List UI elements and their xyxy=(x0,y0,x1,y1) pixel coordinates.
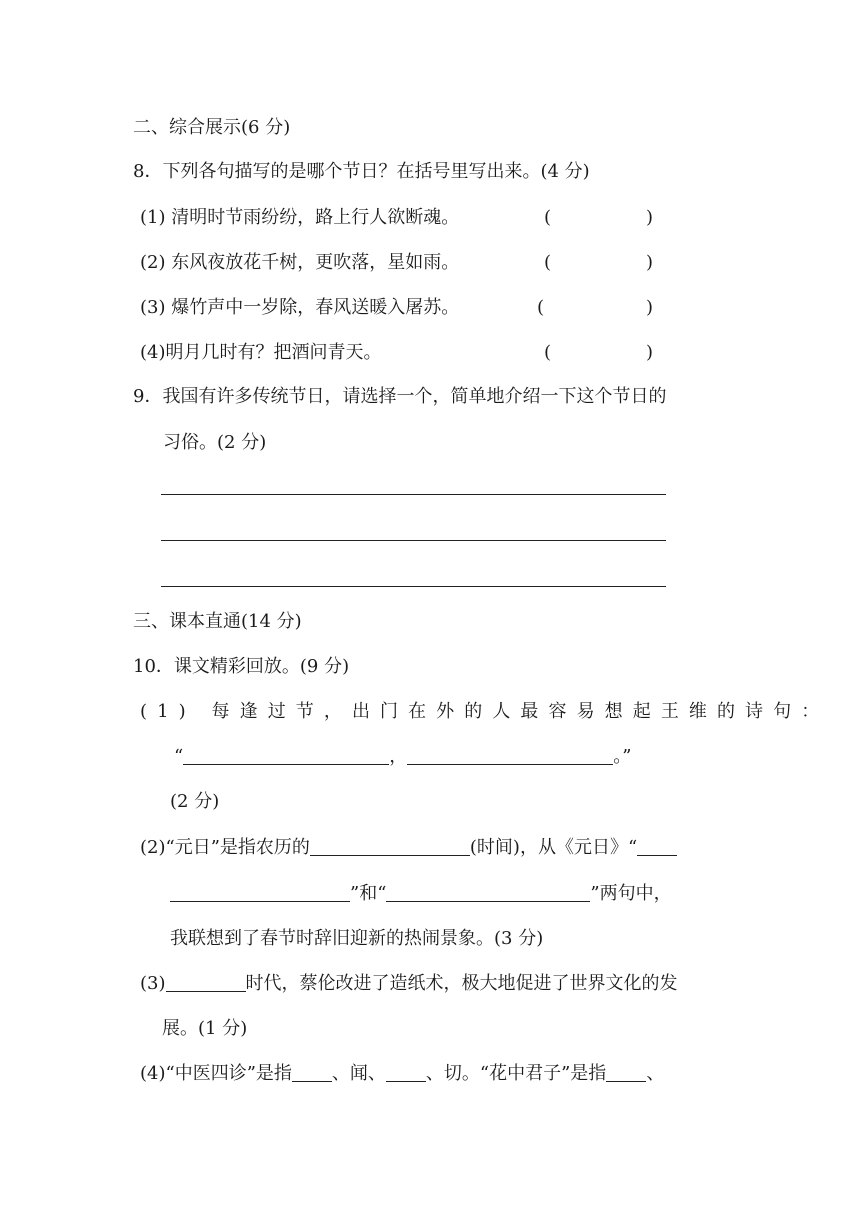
question-9-prompt: 9．我国有许多传统节日，请选择一个，简单地介绍一下这个节日的 xyxy=(133,386,667,407)
fill-blank[interactable] xyxy=(637,837,677,856)
fill-blank[interactable] xyxy=(310,837,470,856)
question-9-prompt-cont: 习俗。(2 分) xyxy=(163,432,267,453)
item-4-text-b: 、闻、 xyxy=(331,1063,386,1084)
item-4-text-c: 、切。“花中君子”是指 xyxy=(425,1063,607,1084)
question-10-item-3 xyxy=(140,972,678,996)
item-2-text-b: (时间)，从《元日》“ xyxy=(469,837,638,858)
close-quote: 。” xyxy=(613,746,632,767)
item-4-text-a: (4)“中医四诊”是指 xyxy=(140,1063,292,1084)
answer-line[interactable] xyxy=(161,494,666,495)
section-3-title: 三、课本直通(14 分) xyxy=(133,611,302,632)
answer-paren-close: ) xyxy=(646,297,654,318)
question-8-item-2: (2) 东风夜放花千树，更吹落，星如雨。 xyxy=(140,252,460,273)
question-10-item-2-line3: 我联想到了春节时辞旧迎新的热闹景象。(3 分) xyxy=(170,928,544,949)
answer-paren-open: ( xyxy=(544,252,552,273)
question-10-item-1-blanks xyxy=(174,745,631,769)
question-10-item-1: (1) 每逢过节，出门在外的人最容易想起王维的诗句： xyxy=(140,701,830,722)
fill-blank[interactable] xyxy=(183,746,389,765)
question-8-item-1: (1) 清明时节雨纷纷，路上行人欲断魂。 xyxy=(140,207,460,228)
answer-line[interactable] xyxy=(161,540,666,541)
fill-blank[interactable] xyxy=(407,746,613,765)
question-10-item-3-cont: 展。(1 分) xyxy=(162,1018,248,1039)
item-3-text-b: 时代，蔡伦改进了造纸术，极大地促进了世界文化的发 xyxy=(245,973,678,994)
answer-paren-close: ) xyxy=(646,207,654,228)
fill-blank[interactable] xyxy=(606,1063,646,1082)
fill-blank[interactable] xyxy=(386,1063,426,1082)
question-10-item-4 xyxy=(140,1062,664,1086)
answer-paren-open: ( xyxy=(537,297,545,318)
fill-blank[interactable] xyxy=(292,1063,332,1082)
open-quote: “ xyxy=(174,746,184,767)
question-10-item-2-cont xyxy=(170,882,672,906)
question-10-prompt: 10．课文精彩回放。(9 分) xyxy=(133,656,350,677)
answer-paren-close: ) xyxy=(646,252,654,273)
question-10-item-1-score: (2 分) xyxy=(170,791,220,812)
fill-blank[interactable] xyxy=(386,883,590,902)
answer-line[interactable] xyxy=(161,586,666,587)
item-4-text-d: 、 xyxy=(646,1063,665,1084)
section-2-title: 二、综合展示(6 分) xyxy=(133,117,291,138)
fill-blank[interactable] xyxy=(166,973,246,992)
answer-paren-open: ( xyxy=(544,207,552,228)
item-2-text-a: (2)“元日”是指农历的 xyxy=(140,837,310,858)
question-8-item-3: (3) 爆竹声中一岁除，春风送暖入屠苏。 xyxy=(140,297,460,318)
item-2-text-c: ”和“ xyxy=(350,883,387,904)
answer-paren-open: ( xyxy=(544,342,552,363)
answer-paren-close: ) xyxy=(646,342,654,363)
item-2-text-d: ”两句中， xyxy=(590,883,672,904)
fill-blank[interactable] xyxy=(170,883,350,902)
question-8-prompt: 8．下列各句描写的是哪个节日？在括号里写出来。(4 分) xyxy=(133,161,590,182)
comma: ， xyxy=(389,746,408,767)
question-8-item-4: (4)明月几时有？把酒问青天。 xyxy=(140,342,382,363)
question-10-item-2 xyxy=(140,836,677,860)
item-3-text-a: (3) xyxy=(140,973,166,994)
